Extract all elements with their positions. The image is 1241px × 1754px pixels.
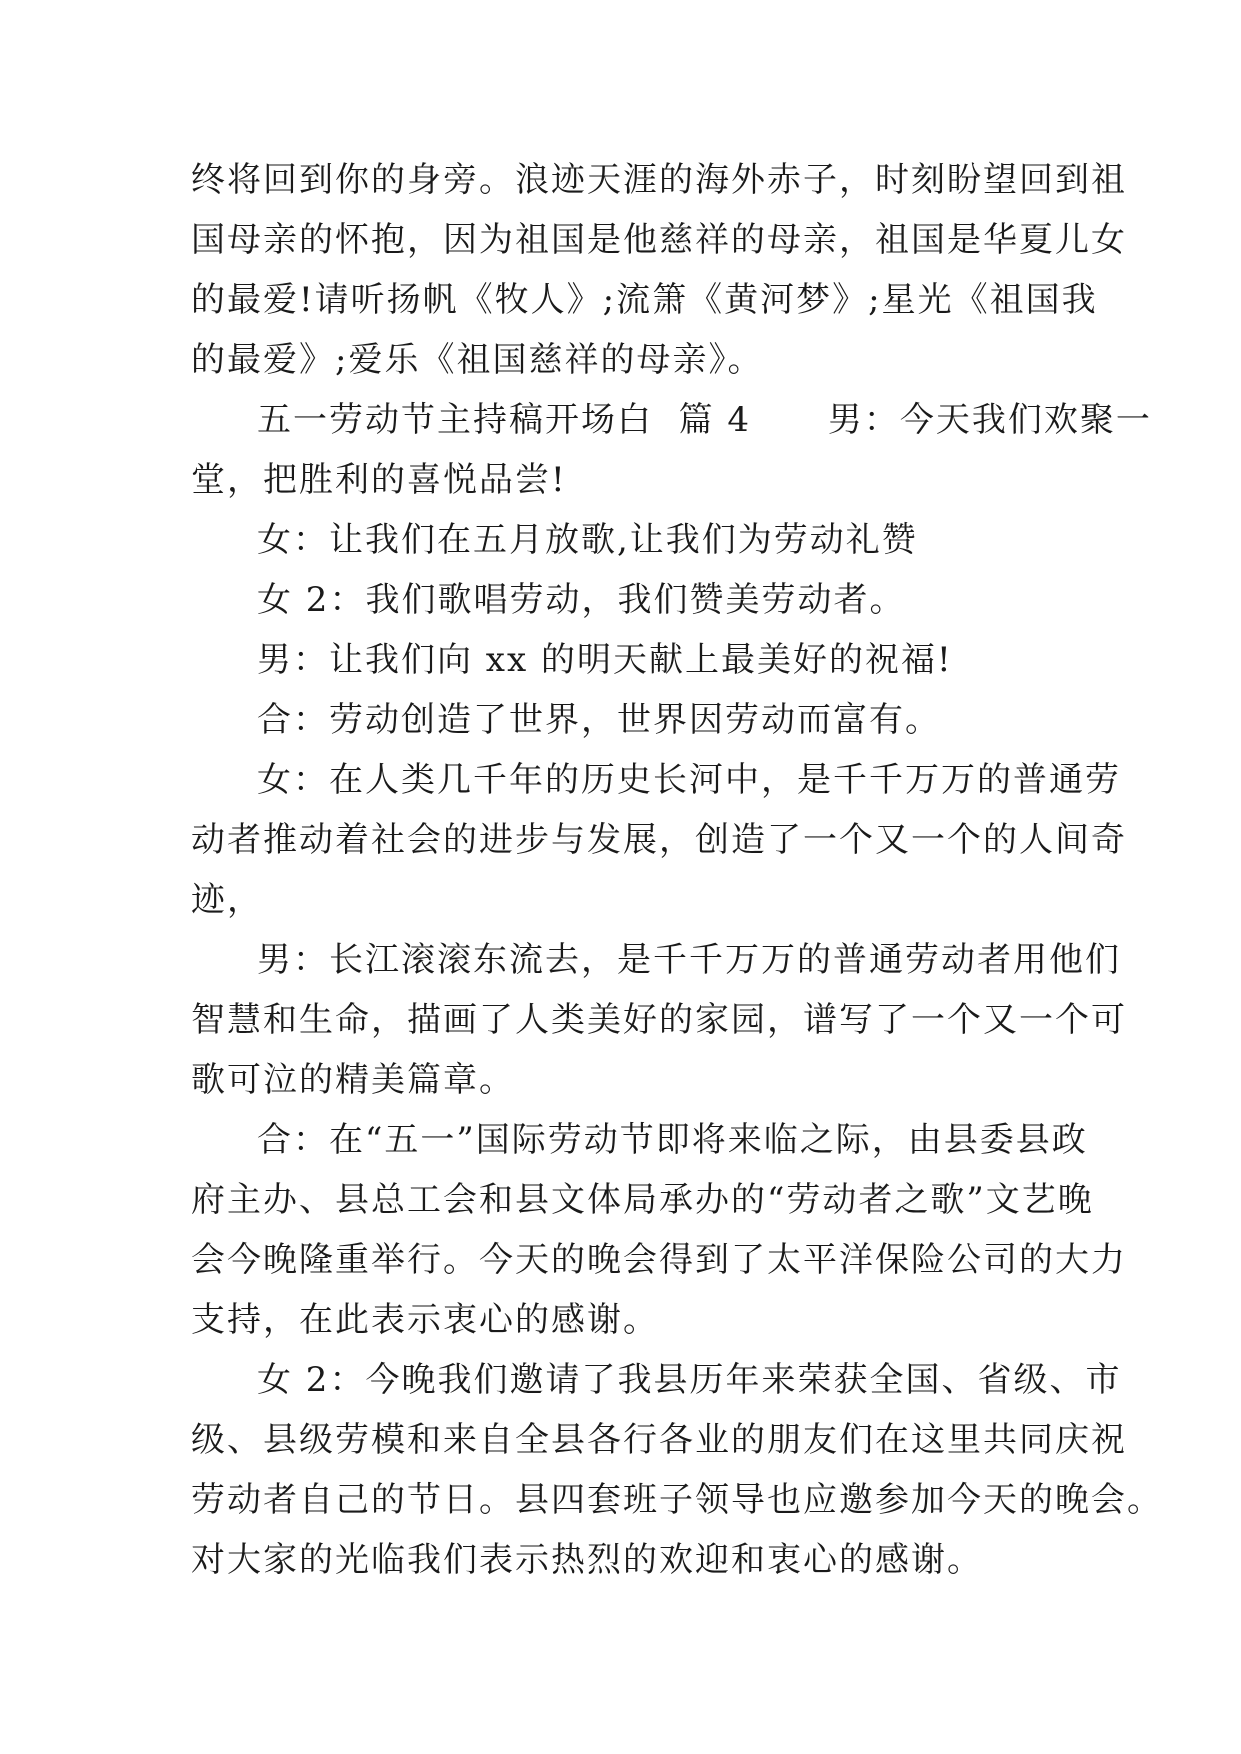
text-line: 终将回到你的身旁。浪迹天涯的海外赤子，时刻盼望回到祖: [191, 160, 1127, 200]
text-line: 合：在“五一”国际劳动节即将来临之际，由县委县政: [257, 1120, 1088, 1160]
text-line: 会今晚隆重举行。今天的晚会得到了太平洋保险公司的大力: [191, 1240, 1127, 1280]
text-line: 歌可泣的精美篇章。: [191, 1060, 515, 1100]
text-line: 对大家的光临我们表示热烈的欢迎和衷心的感谢。: [191, 1540, 983, 1580]
text-line: 劳动者自己的节日。县四套班子领导也应邀参加今天的晚会。: [191, 1480, 1163, 1520]
text-line: 女：让我们在五月放歌,让我们为劳动礼赞: [257, 520, 918, 560]
section-heading-line: 五一劳动节主持稿开场白 篇 4 男：今天我们欢聚一: [257, 400, 1152, 440]
text-line: 的最爱》;爱乐《祖国慈祥的母亲》。: [191, 340, 764, 380]
text-line: 动者推动着社会的进步与发展，创造了一个又一个的人间奇: [191, 820, 1127, 860]
text-line: 女 2：今晚我们邀请了我县历年来荣获全国、省级、市: [257, 1360, 1122, 1400]
text-line: 智慧和生命，描画了人类美好的家园，谱写了一个又一个可: [191, 1000, 1127, 1040]
text-line: 女：在人类几千年的历史长河中，是千千万万的普通劳: [257, 760, 1121, 800]
text-line: 合：劳动创造了世界，世界因劳动而富有。: [257, 700, 941, 740]
text-line: 的最爱!请听扬帆《牧人》;流箫《黄河梦》;星光《祖国我: [191, 280, 1098, 320]
text-line: 迹，: [191, 880, 263, 920]
text-line: 堂，把胜利的喜悦品尝!: [191, 460, 567, 500]
text-line: 男：让我们向 xx 的明天献上最美好的祝福!: [257, 640, 953, 680]
text-line: 支持，在此表示衷心的感谢。: [191, 1300, 659, 1340]
text-line: 府主办、县总工会和县文体局承办的“劳动者之歌”文艺晚: [191, 1180, 1094, 1220]
text-line: 女 2：我们歌唱劳动，我们赞美劳动者。: [257, 580, 906, 620]
text-line: 男：长江滚滚东流去，是千千万万的普通劳动者用他们: [257, 940, 1121, 980]
text-line: 级、县级劳模和来自全县各行各业的朋友们在这里共同庆祝: [191, 1420, 1127, 1460]
text-line: 国母亲的怀抱，因为祖国是他慈祥的母亲，祖国是华夏儿女: [191, 220, 1127, 260]
